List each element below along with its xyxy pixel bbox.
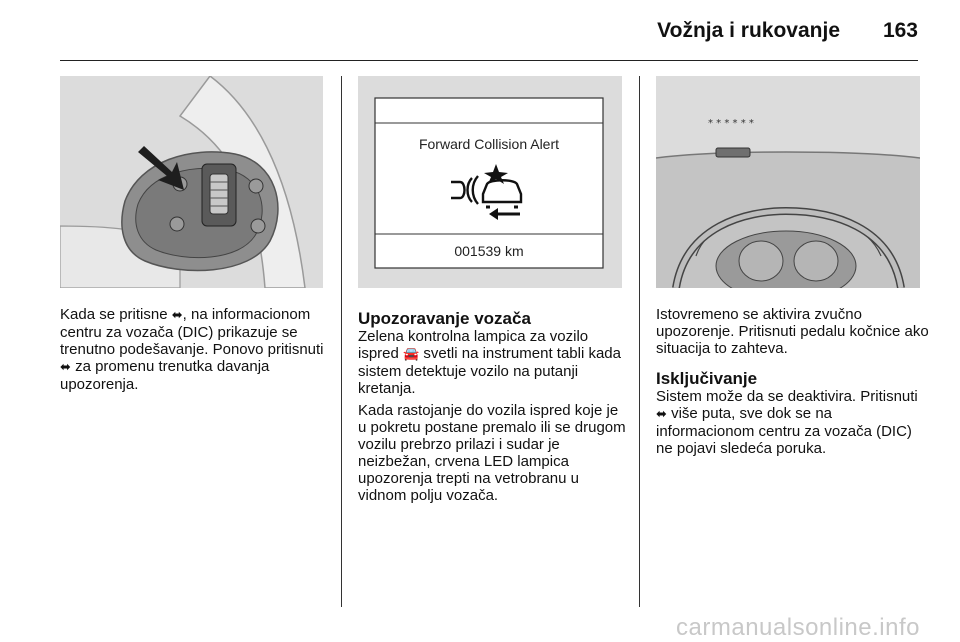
header-rule bbox=[60, 60, 918, 61]
section-heading-deactivation: Isključivanje bbox=[656, 369, 758, 388]
car-gap-icon: ⬌ bbox=[171, 308, 183, 323]
collision-alert-display-figure bbox=[358, 76, 622, 288]
paragraph-red-led: Kada rastojanje do vozila ispred koje je u pokretu postane premalo ili se drugom vozilu prebrzo prilazi i sudar je neizbežan, crvena LED lampica upozorenja trepti na vetrobranu u vidnom polju vozača. bbox=[358, 402, 626, 504]
car-gap-icon: ⬌ bbox=[656, 407, 667, 422]
column-2 bbox=[358, 309, 628, 504]
svg-text:* * * * * *: * * * * * * bbox=[708, 118, 754, 129]
steering-wheel-figure bbox=[60, 76, 323, 288]
car-gap-icon: ⬌ bbox=[60, 360, 71, 375]
display-title: Forward Collision Alert bbox=[418, 136, 560, 152]
paragraph-green-indicator: Zelena kontrolna lampica za vozilo ispred 🚘 svetli na instrument tabli kada sistem detektuje vozilo na putanji kretanja. bbox=[358, 328, 621, 397]
car-front-icon: 🚘 bbox=[403, 347, 420, 362]
section-title: Vožnja i rukovanje bbox=[657, 19, 840, 42]
windshield-led-figure bbox=[656, 76, 920, 288]
odometer-readout: 001539 km bbox=[454, 243, 524, 259]
column-divider-1 bbox=[341, 76, 342, 607]
paragraph-acoustic-warning: Istovremeno se aktivira zvučno upozorenje. Pritisnuti pedalu kočnice ako situacija to zahteva. bbox=[656, 306, 929, 357]
column-1 bbox=[60, 306, 332, 393]
paragraph-deactivation: Sistem može da se deaktivira. Pritisnuti ⬌ više puta, sve dok se na informacionom centru za vozača (DIC) ne pojavi sledeća poruka. bbox=[656, 388, 918, 457]
page-number: 163 bbox=[882, 19, 918, 42]
watermark: carmanualsonline.info bbox=[676, 614, 920, 641]
intro-paragraph: Kada se pritisne ⬌, na informacionom centru za vozača (DIC) prikazuje se trenutno podešavanje. Ponovo pritisnuti ⬌ za promenu trenutka davanja upozorenja. bbox=[60, 306, 324, 393]
section-heading-driver-alert: Upozoravanje vozača bbox=[358, 309, 531, 328]
column-3 bbox=[656, 306, 930, 457]
column-divider-2 bbox=[639, 76, 640, 607]
